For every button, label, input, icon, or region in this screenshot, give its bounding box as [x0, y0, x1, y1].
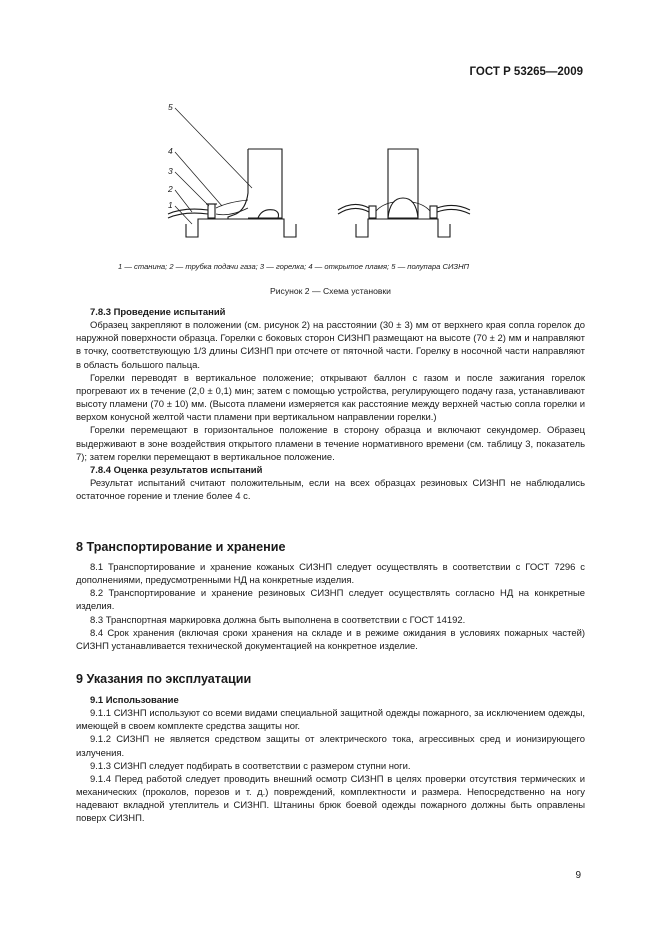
paragraph: 9.1.3 СИЗНП следует подбирать в соответствии с размером ступни ноги. — [90, 760, 411, 772]
heading-7-8-4: 7.8.4 Оценка результатов испытаний — [90, 464, 263, 476]
paragraph: 9.1.4 Перед работой следует проводить внешний осмотр СИЗНП в целях проверки отсутствия термических и механических (проколов, порезов и т. д.) повреждений, комплектности и размера. Непосредственно на ногу надевают вкладной утеплитель и СИЗНП. Штанины брюк боевой одежды пожарного должны быть оправлены поверх СИЗНП. — [76, 773, 585, 825]
page-number: 9 — [575, 870, 581, 881]
heading-9-1: 9.1 Использование — [90, 695, 179, 706]
heading-7-8-3: 7.8.3 Проведение испытаний — [90, 307, 226, 318]
paragraph: Результат испытаний считают положительным, если на всех образцах резиновых СИЗНП не наблюдались остаточное горение и тление более 4 с. — [76, 478, 585, 503]
callout-5: 5 — [168, 102, 173, 112]
section-7-8-3 — [76, 306, 585, 503]
installation-diagram — [162, 96, 472, 246]
paragraph: Горелки переводят в вертикальное положение; открывают баллон с газом и после зажигания горелок прогревают их в течение (2,0 ± 0,1) мин; затем с помощью устройства, регулирующего подачу газа, устанавливают высоту пламени (70 ± 10) мм. (Высота пламени измеряется как расстояние между верхней частью сопла горелки и верхом конусной желтой части пламени при вертикальном направлении горелки.) — [76, 372, 585, 424]
section-8 — [76, 561, 585, 653]
paragraph: 9.1.1 СИЗНП используют со всеми видами специальной защитной одежды пожарного, за исключением одежды, имеющей в своем комплекте средства защиты ног. — [76, 708, 585, 733]
callout-3: 3 — [168, 166, 173, 176]
section-9 — [76, 694, 585, 826]
paragraph: 9.1.2 СИЗНП не является средством защиты от электрического тока, агрессивных сред и ионизирующего излучения. — [76, 734, 585, 759]
paragraph: Образец закрепляют в положении (см. рисунок 2) на расстоянии (30 ± 3) мм от верхнего края сопла горелок до наружной поверхности образца. Горелки с боковых сторон СИЗНП размещают на высоте (70 ± 2) мм и направляют в точку, соответствующую 1/3 длины СИЗНП при отсчете от пяточной части. Горелку в носочной части направляют в область большого пальца. — [76, 320, 585, 371]
paragraph: 8.4 Срок хранения (включая сроки хранения на складе и в режиме ожидания в условиях пожарных частей) СИЗНП устанавливается технической документацией на конкретное изделие. — [76, 627, 585, 652]
callout-2: 2 — [168, 184, 173, 194]
paragraph: 8.3 Транспортная маркировка должна быть выполнена в соответствии с ГОСТ 14192. — [90, 614, 466, 626]
document-header: ГОСТ Р 53265—2009 — [469, 66, 583, 78]
section-9-title: 9 Указания по эксплуатации — [76, 672, 252, 686]
paragraph: Горелки перемещают в горизонтальное положение в сторону образца и включают секундомер. Образец выдерживают в зоне воздействия открытого пламени в течение нормативного времени (см. таблицу 3, показатель 7); затем горелки перемещают в вертикальное положение. — [76, 425, 585, 463]
paragraph: 8.2 Транспортирование и хранение резиновых СИЗНП следует осуществлять согласно НД на конкретные изделия. — [76, 588, 585, 613]
section-8-title: 8 Транспортирование и хранение — [76, 540, 286, 554]
paragraph: 8.1 Транспортирование и хранение кожаных СИЗНП следует осуществлять в соответствии с ГОСТ 7296 с дополнениями, предусмотренными НД на конкретные изделия. — [76, 562, 585, 587]
figure-caption: Рисунок 2 — Схема установки — [270, 286, 391, 296]
callout-1: 1 — [168, 200, 173, 210]
callout-4: 4 — [168, 146, 173, 156]
figure-legend: 1 — станина; 2 — трубка подачи газа; 3 — горелка; 4 — открытое пламя; 5 — полупара СИЗНП — [118, 262, 470, 271]
